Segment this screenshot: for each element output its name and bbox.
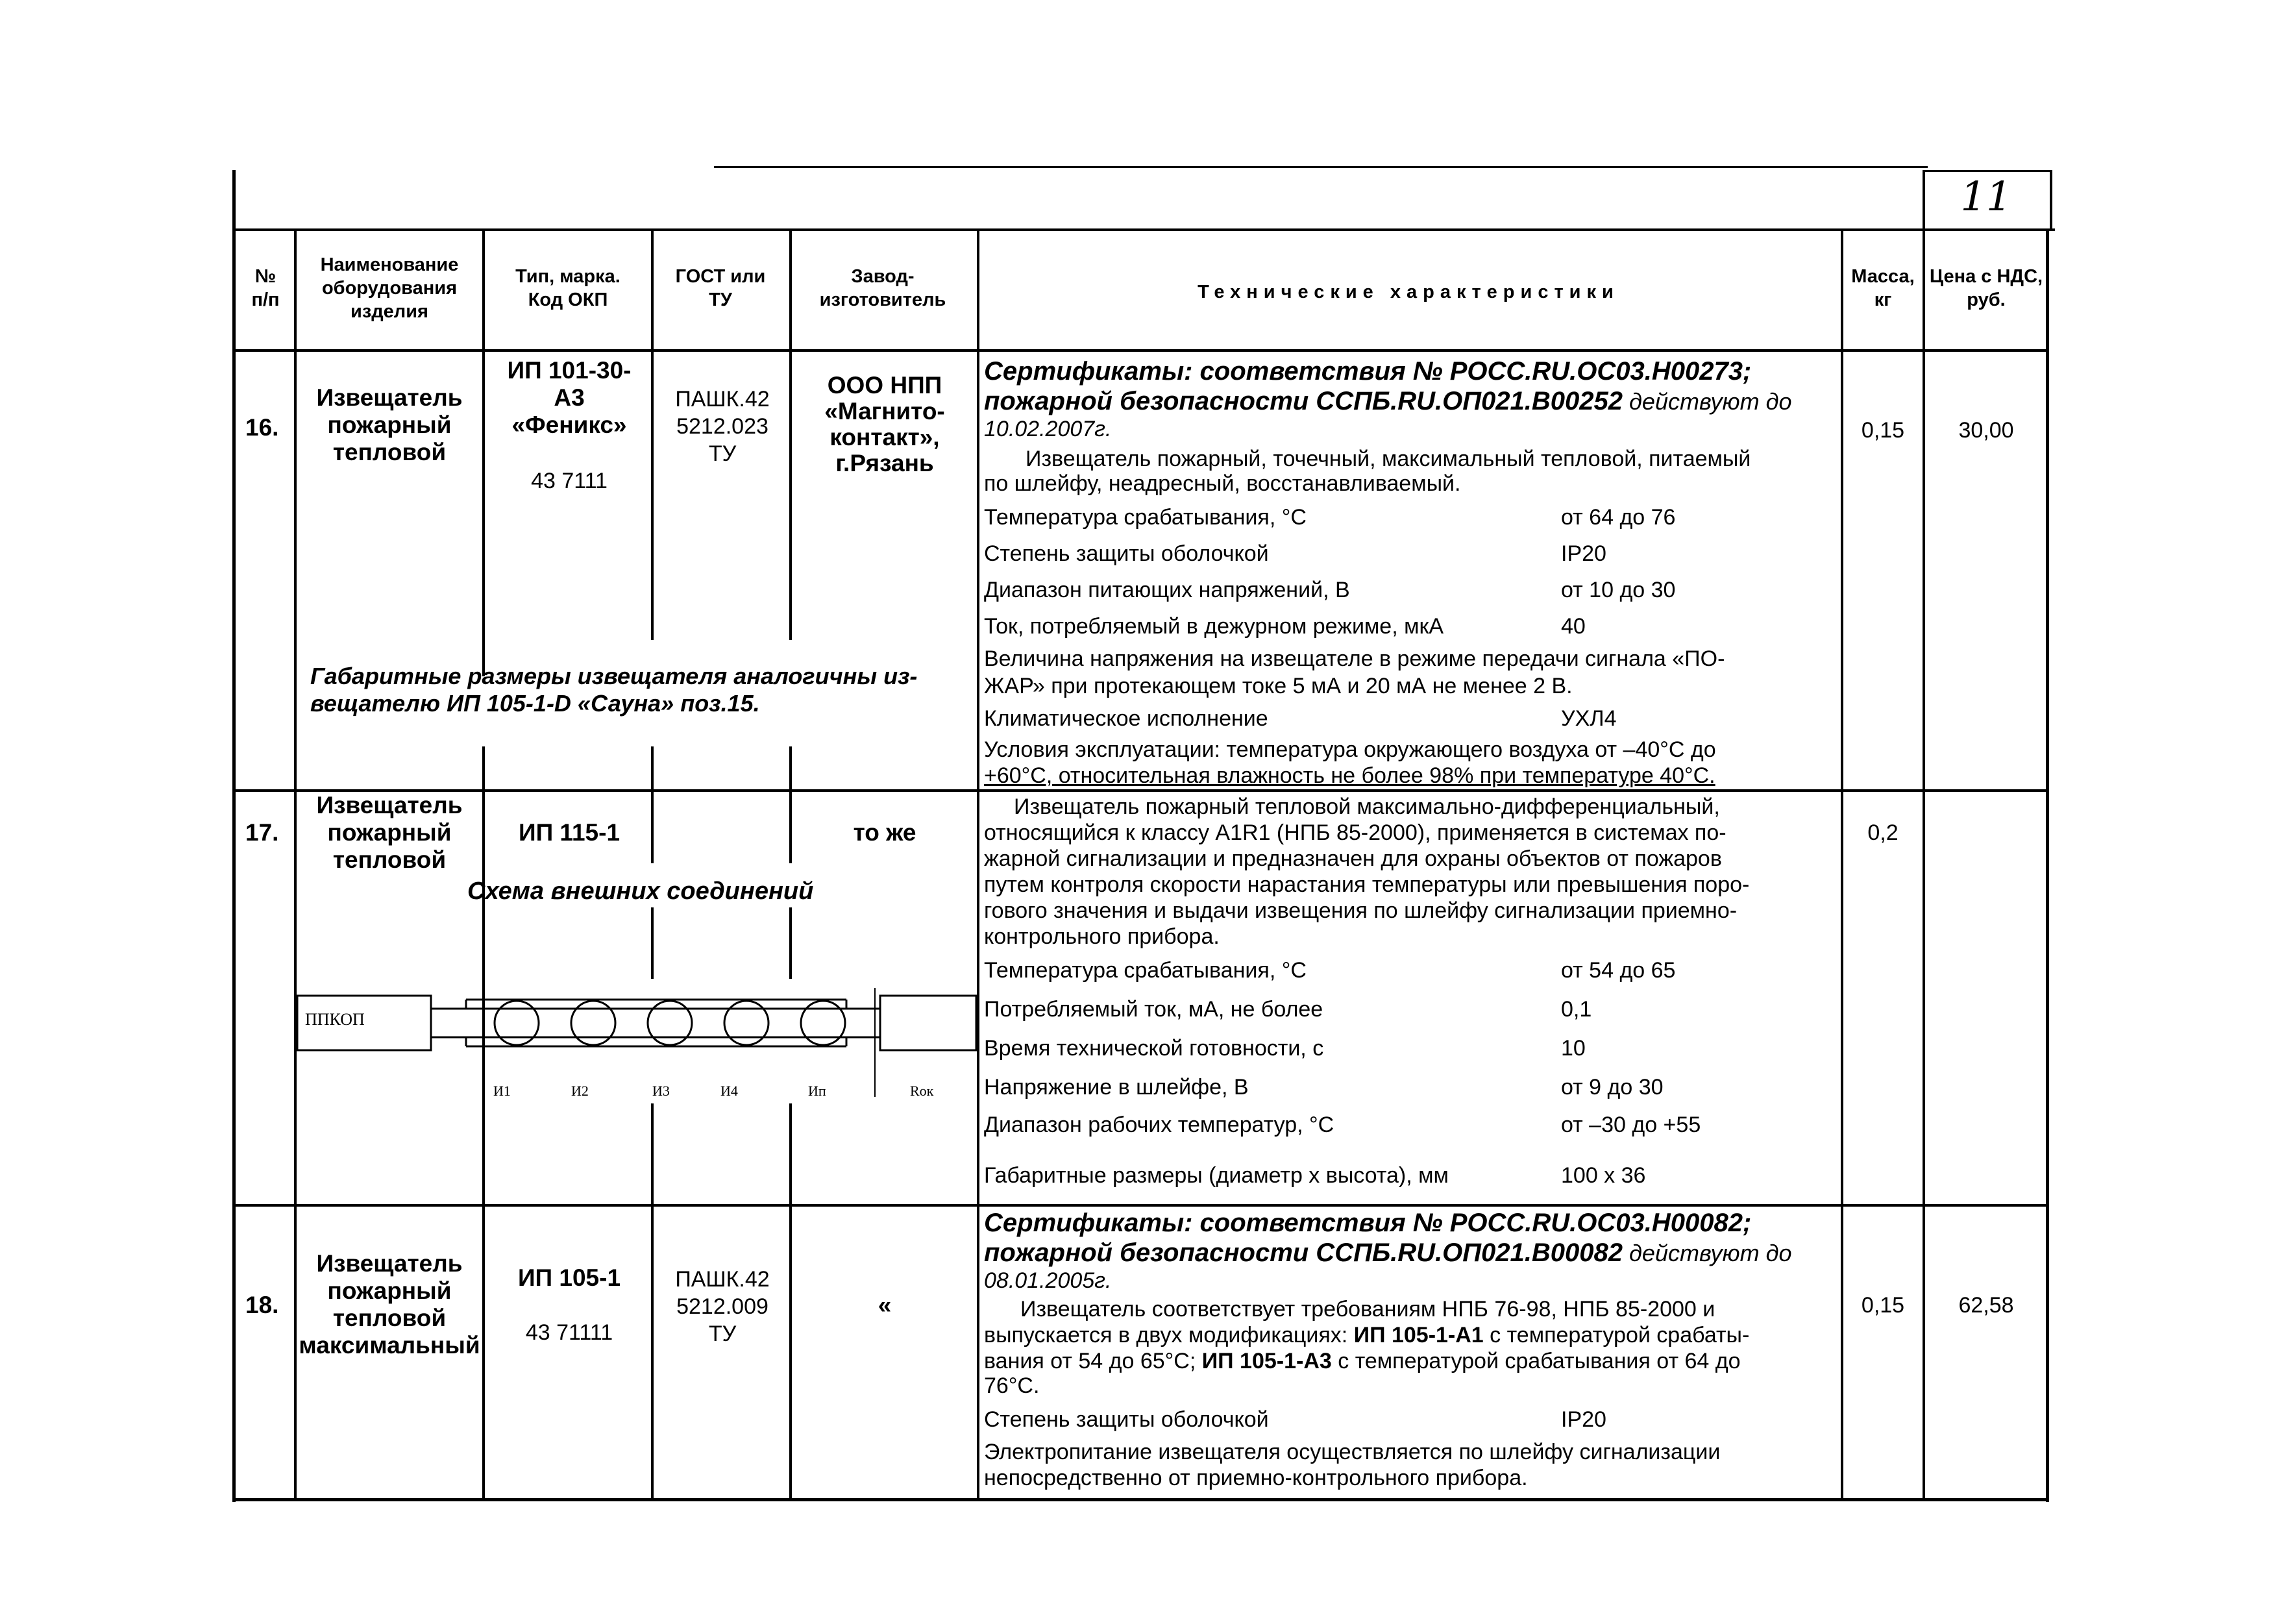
okp-code: 43 7111 bbox=[531, 469, 608, 493]
spec-label: Напряжение в шлейфе, В bbox=[984, 1075, 1249, 1100]
dimensions-note: Габаритные размеры извещателя аналогичны из- bbox=[310, 663, 918, 689]
spec-label: Диапазон рабочих температур, °С bbox=[984, 1113, 1334, 1137]
manufacturer: « bbox=[878, 1292, 892, 1318]
diagram-label: Ип bbox=[808, 1083, 826, 1099]
conditions-text: Условия эксплуатации: температура окружающего воздуха от –40°С до bbox=[984, 737, 1716, 762]
header-tech: Технические характеристики bbox=[1198, 282, 1619, 302]
description-line: выпускается в двух модификациях: ИП 105-1-А1 с температурой срабаты- bbox=[984, 1323, 1750, 1347]
diagram-label: И3 bbox=[652, 1083, 670, 1099]
description-line: по шлейфу, неадресный, восстанавливаемый. bbox=[984, 471, 1461, 496]
spec-label: Потребляемый ток, мА, не более bbox=[984, 997, 1323, 1022]
spec-label: Степень защиты оболочкой bbox=[984, 1407, 1269, 1432]
description-line: Извещатель пожарный, точечный, максимальный тепловой, питаемый bbox=[1026, 447, 1751, 471]
spec-value: 10 bbox=[1561, 1036, 1586, 1061]
mass-value: 0,15 bbox=[1861, 418, 1905, 443]
diagram-label: И4 bbox=[720, 1083, 738, 1099]
certificate-line-2: пожарной безопасности ССПБ.RU.ОП021.В00082 действуют до bbox=[984, 1238, 1792, 1267]
spec-value: от 9 до 30 bbox=[1561, 1075, 1664, 1100]
detector-symbol bbox=[801, 1001, 845, 1045]
diagram-title: Схема внешних соединений bbox=[467, 878, 814, 905]
page-number: 11 bbox=[1960, 173, 2012, 220]
voltage-text: ЖАР» при протекающем токе 5 мА и 20 мА не менее 2 В. bbox=[984, 674, 1573, 698]
panel-label: ППКОП bbox=[305, 1010, 365, 1029]
spec-label: Климатическое исполнение bbox=[984, 706, 1268, 731]
power-text: Электропитание извещателя осуществляется по шлейфу сигнализации bbox=[984, 1440, 1721, 1464]
spec-value: IP20 bbox=[1561, 541, 1606, 566]
spec-label: Габаритные размеры (диаметр х высота), мм bbox=[984, 1163, 1449, 1188]
diagram-label: И2 bbox=[571, 1083, 589, 1099]
description-line: жарной сигнализации и предназначен для охраны объектов от пожаров bbox=[984, 846, 1722, 871]
header-price: Цена с НДС, руб. bbox=[1929, 266, 2043, 310]
certificate-line-2: пожарной безопасности ССПБ.RU.ОП021.В00252 действуют до bbox=[984, 387, 1792, 415]
spec-value: от 64 до 76 bbox=[1561, 505, 1676, 530]
row-number: 17. bbox=[245, 819, 279, 846]
certificate-date: 08.01.2005г. bbox=[984, 1268, 1112, 1293]
diagram-label: И1 bbox=[493, 1083, 511, 1099]
header-gost: ГОСТ или ТУ bbox=[675, 266, 766, 310]
spec-value: 0,1 bbox=[1561, 997, 1592, 1022]
mass-value: 0,15 bbox=[1861, 1293, 1905, 1318]
end-resistor-box bbox=[880, 996, 976, 1050]
header-name: Наименование оборудования изделия bbox=[320, 254, 459, 322]
row-number: 18. bbox=[245, 1292, 279, 1318]
spec-value: 40 bbox=[1561, 614, 1586, 639]
gost-code: ПАШК.42 5212.023 ТУ bbox=[675, 387, 770, 466]
diagram-label: Rок bbox=[910, 1083, 934, 1099]
description-line: контрольного прибора. bbox=[984, 924, 1220, 949]
gost-code: ПАШК.42 5212.009 ТУ bbox=[675, 1267, 770, 1346]
header-type: Тип, марка. Код ОКП bbox=[515, 266, 621, 310]
spec-value: УХЛ4 bbox=[1561, 706, 1617, 731]
header-num: № п/п bbox=[251, 266, 280, 310]
description-line: вания от 54 до 65°С; ИП 105-1-А3 с температурой срабатывания от 64 до bbox=[984, 1349, 1741, 1373]
detector-symbol bbox=[571, 1001, 615, 1045]
spec-value: 100 х 36 bbox=[1561, 1163, 1646, 1188]
spec-value: от 54 до 65 bbox=[1561, 958, 1676, 983]
model-type: ИП 105-1 bbox=[517, 1264, 621, 1291]
spec-value: от 10 до 30 bbox=[1561, 578, 1676, 602]
spec-label: Диапазон питающих напряжений, В bbox=[984, 578, 1350, 602]
spec-value: от –30 до +55 bbox=[1561, 1113, 1701, 1137]
detector-symbol bbox=[495, 1001, 539, 1045]
dimensions-note: вещателю ИП 105-1-D «Сауна» поз.15. bbox=[310, 690, 760, 717]
model-type: ИП 115-1 bbox=[518, 819, 621, 846]
spec-label: Время технической готовности, с bbox=[984, 1036, 1324, 1061]
manufacturer: то же bbox=[853, 819, 916, 846]
equipment-name: Извещатель пожарный тепловой максимальный bbox=[299, 1250, 480, 1359]
certificate-date: 10.02.2007г. bbox=[984, 417, 1112, 441]
description-line: Извещатель соответствует требованиям НПБ 76-98, НПБ 85-2000 и bbox=[1020, 1297, 1715, 1322]
row-number: 16. bbox=[245, 414, 279, 441]
description-line: 76°С. bbox=[984, 1373, 1040, 1398]
description-line: путем контроля скорости нарастания температуры или превышения поро- bbox=[984, 872, 1750, 897]
description-line: гового значения и выдачи извещения по шлейфу сигнализации приемно- bbox=[984, 898, 1738, 923]
spec-label: Степень защиты оболочкой bbox=[984, 541, 1269, 566]
detector-symbol bbox=[724, 1001, 768, 1045]
equipment-name: Извещатель пожарный тепловой bbox=[316, 792, 463, 873]
voltage-text: Величина напряжения на извещателе в режиме передачи сигнала «ПО- bbox=[984, 646, 1725, 671]
certificate-line-1: Сертификаты: соответствия № РОСС.RU.ОС03.Н00273; bbox=[984, 357, 1752, 386]
mass-value: 0,2 bbox=[1867, 820, 1899, 845]
spec-label: Температура срабатывания, °С bbox=[984, 958, 1307, 983]
header-maker: Завод-изготовитель bbox=[819, 266, 946, 310]
model-type: ИП 101-30- А3 «Феникс» bbox=[507, 357, 632, 438]
manufacturer: ООО НПП «Магнито- контакт», г.Рязань bbox=[824, 372, 945, 476]
detector-symbol bbox=[648, 1001, 692, 1045]
description-line: Извещатель пожарный тепловой максимально-дифференциальный, bbox=[1014, 794, 1720, 819]
price-value: 62,58 bbox=[1958, 1293, 2014, 1318]
certificate-line-1: Сертификаты: соответствия № РОСС.RU.ОС03.Н00082; bbox=[984, 1209, 1752, 1237]
spec-label: Ток, потребляемый в дежурном режиме, мкА bbox=[984, 614, 1444, 639]
okp-code: 43 71111 bbox=[525, 1320, 613, 1345]
header-mass: Масса, кг bbox=[1851, 266, 1915, 310]
connection-diagram bbox=[291, 981, 980, 1103]
price-value: 30,00 bbox=[1958, 418, 2014, 443]
spec-label: Температура срабатывания, °С bbox=[984, 505, 1307, 530]
spec-value: IP20 bbox=[1561, 1407, 1606, 1432]
description-line: относящийся к классу А1R1 (НПБ 85-2000), применяется в системах по- bbox=[984, 820, 1727, 845]
power-text: непосредственно от приемно-контрольного прибора. bbox=[984, 1466, 1528, 1490]
conditions-text: +60°С, относительная влажность не более 98% при температуре 40°С. bbox=[984, 763, 1715, 788]
equipment-name: Извещатель пожарный тепловой bbox=[316, 384, 463, 465]
